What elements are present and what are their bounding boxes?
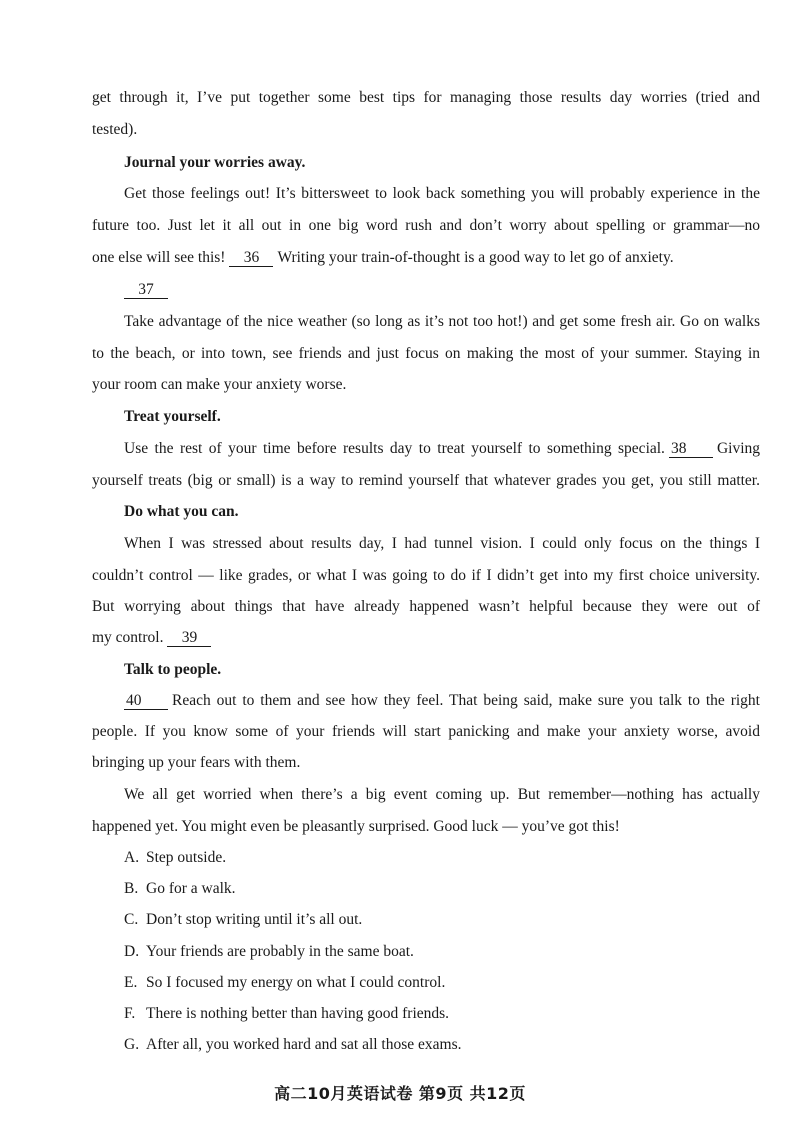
option-a[interactable] [124, 848, 226, 868]
option-g[interactable] [124, 1035, 462, 1055]
option-letter: C. [124, 911, 139, 928]
option-text: Go for a walk. [146, 880, 236, 897]
treat-line-2: yourself treats (big or small) is a way to remind yourself that whatever grades you get, you still matter. [92, 472, 760, 489]
journal-line-3 [92, 248, 760, 268]
treat-line-1b: Giving [716, 440, 760, 457]
intro-line-1: get through it, I’ve put together some best tips for managing those results day worries (tried and [92, 89, 760, 106]
option-letter: D. [124, 943, 140, 960]
option-e[interactable] [124, 973, 445, 993]
outside-line-1: Take advantage of the nice weather (so long as it’s not too hot!) and get some fresh air. Go on walks [124, 313, 760, 330]
option-letter: B. [124, 880, 139, 897]
outside-line-2: to the beach, or into town, see friends and just focus on making the most of your summer. Staying in [92, 345, 760, 362]
blank-36[interactable]: 36 [229, 250, 273, 267]
talk-line-1b: Reach out to them and see how they feel. That being said, make sure you talk to the right [172, 692, 760, 709]
option-letter: A. [124, 849, 140, 866]
option-text: There is nothing better than having good friends. [146, 1005, 450, 1022]
option-f[interactable] [124, 1004, 449, 1024]
page-footer: 高二10月英语试卷 第9页 共12页 [274, 1084, 526, 1103]
do-line-1: When I was stressed about results day, I had tunnel vision. I could only focus on the things I [124, 535, 760, 552]
option-c[interactable] [124, 910, 362, 930]
do-line-4 [92, 628, 760, 648]
ending-line-1: We all get worried when there’s a big event coming up. But remember—nothing has actually [124, 786, 760, 803]
option-d[interactable] [124, 942, 414, 962]
section-heading-do: Do what you can. [124, 503, 239, 520]
blank-38[interactable]: 38 [669, 441, 713, 458]
blank-40[interactable]: 40 [124, 693, 168, 710]
intro-line-2: tested). [92, 121, 138, 138]
section-heading-journal: Journal your worries away. [124, 154, 306, 171]
talk-line-1 [124, 691, 760, 711]
do-line-2: couldn’t control — like grades, or what I was going to do if I didn’t get into my first choice university. [92, 567, 760, 584]
blank-39[interactable]: 39 [167, 630, 211, 647]
option-letter: F. [124, 1005, 136, 1022]
journal-line-3b: Writing your train-of-thought is a good way to let go of anxiety. [277, 249, 674, 266]
journal-line-3a: one else will see this! [92, 249, 226, 266]
option-text: So I focused my energy on what I could control. [146, 974, 446, 991]
blank-37[interactable]: 37 [124, 282, 168, 299]
option-text: Don’t stop writing until it’s all out. [146, 911, 363, 928]
journal-line-1: Get those feelings out! It’s bittersweet to look back something you will probably experience in the [124, 185, 760, 202]
section-heading-talk: Talk to people. [124, 661, 222, 678]
option-letter: G. [124, 1036, 140, 1053]
option-text: Your friends are probably in the same boat. [146, 943, 414, 960]
option-letter: E. [124, 974, 138, 991]
option-text: Step outside. [146, 849, 227, 866]
do-line-4a: my control. [92, 629, 164, 646]
section-heading-treat: Treat yourself. [124, 408, 221, 425]
option-text: After all, you worked hard and sat all those exams. [146, 1036, 462, 1053]
journal-line-2: future too. Just let it all out in one big word rush and don’t worry about spelling or grammar—no [92, 217, 760, 234]
section-heading-37 [124, 280, 760, 300]
talk-line-3: bringing up your fears with them. [92, 754, 301, 771]
outside-line-3: your room can make your anxiety worse. [92, 376, 347, 393]
option-b[interactable] [124, 879, 236, 899]
treat-line-1 [124, 439, 760, 459]
treat-line-1a: Use the rest of your time before results day to treat yourself to something special. [124, 440, 665, 457]
talk-line-2: people. If you know some of your friends will start panicking and make your anxiety worse, avoid [92, 723, 760, 740]
ending-line-2: happened yet. You might even be pleasantly surprised. Good luck — you’ve got this! [92, 818, 620, 835]
do-line-3: But worrying about things that have already happened wasn’t helpful because they were out of [92, 598, 760, 615]
